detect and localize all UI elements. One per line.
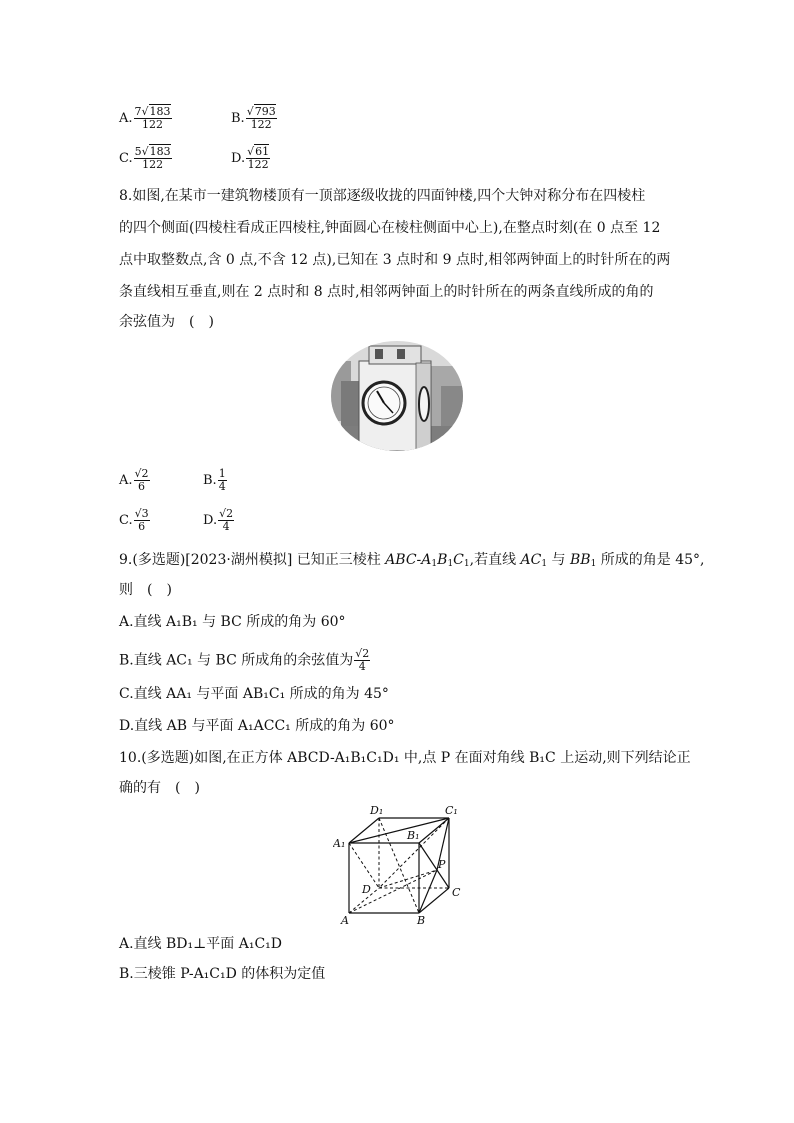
q8-option-d[interactable] <box>203 508 234 533</box>
q7-option-b[interactable] <box>231 106 277 131</box>
q7-option-a[interactable] <box>119 106 172 131</box>
edge-c-b <box>419 888 449 913</box>
q9-option-a[interactable]: A.直线 A₁B₁ 与 BC 所成的角为 60° <box>119 614 346 630</box>
q8-line-5: 余弦值为 ( ) <box>119 314 214 330</box>
text: 所成的角是 45°, <box>596 552 705 568</box>
subscript: 1 <box>447 559 454 569</box>
radicand: 183 <box>149 105 171 118</box>
q9-line-2: 则 ( ) <box>119 582 172 598</box>
diag-a1-d <box>349 843 379 888</box>
text: BB <box>570 552 591 568</box>
option-letter: C. <box>119 151 133 166</box>
text: AC <box>520 552 542 568</box>
denominator: 122 <box>142 158 164 171</box>
clock-tower-photo <box>331 341 463 451</box>
fraction <box>134 508 150 533</box>
text: B.直线 AC₁ 与 BC 所成角的余弦值为 <box>119 652 354 669</box>
q8-line-3: 点中取整数点,含 0 点,不含 12 点),已知在 3 点时和 9 点时,相邻两钟面上的时针所在的两 <box>119 252 671 268</box>
denominator: 122 <box>142 118 164 131</box>
fraction <box>354 648 370 673</box>
numerator: √2 <box>355 647 370 660</box>
radicand: 793 <box>254 105 276 118</box>
q9-option-b[interactable] <box>119 648 370 673</box>
option-letter: D. <box>231 151 246 166</box>
q10-option-b[interactable]: B.三棱锥 P-A₁C₁D 的体积为定值 <box>119 966 326 982</box>
option-letter: D. <box>203 513 218 528</box>
label-b: B <box>417 914 426 927</box>
fraction <box>246 106 277 131</box>
q10-line-1: 10.(多选题)如图,在正方体 ABCD-A₁B₁C₁D₁ 中,点 P 在面对角线 B₁C 上运动,则下列结论正 <box>119 750 691 766</box>
sqrt-sign: √183 <box>141 105 171 118</box>
q7-option-d[interactable] <box>231 146 270 171</box>
numerator: 1 <box>218 467 226 480</box>
sqrt-sign: √183 <box>141 145 171 158</box>
denominator: 6 <box>138 520 146 533</box>
q8-option-b[interactable] <box>203 468 227 493</box>
q9-line-1 <box>119 550 704 574</box>
subscript: 1 <box>590 559 597 569</box>
denominator: 6 <box>138 480 146 493</box>
numerator: √2 <box>219 507 234 520</box>
label-c: C <box>452 886 461 899</box>
q8-line-1: 8.如图,在某市一建筑物楼顶有一顶部逐级收拢的四面钟楼,四个大钟对称分布在四棱柱 <box>119 188 646 204</box>
label-a: A <box>341 914 349 927</box>
fraction <box>218 468 227 493</box>
option-letter: A. <box>119 111 133 126</box>
label-d1: D₁ <box>370 804 384 817</box>
q9-option-c[interactable]: C.直线 AA₁ 与平面 AB₁C₁ 所成的角为 45° <box>119 686 389 702</box>
radicand: 61 <box>255 145 270 158</box>
coef: 5 <box>134 145 142 158</box>
q8-line-2: 的四个侧面(四棱柱看成正四棱柱,钟面圆心在棱柱侧面中心上),在整点时刻(在 0 点至 12 <box>119 220 661 236</box>
option-letter: B. <box>231 111 245 126</box>
numerator: √3 <box>134 507 149 520</box>
sqrt-sign: √61 <box>247 145 270 158</box>
denominator: 122 <box>250 118 272 131</box>
q7-option-c[interactable] <box>119 146 172 171</box>
sqrt-sign: √793 <box>246 105 276 118</box>
subscript: 1 <box>431 559 438 569</box>
fraction <box>134 106 172 131</box>
q8-option-c[interactable] <box>119 508 150 533</box>
text: 与 <box>547 552 570 568</box>
q9-option-d[interactable]: D.直线 AB 与平面 A₁ACC₁ 所成的角为 60° <box>119 718 395 734</box>
fraction <box>218 508 234 533</box>
q8-option-a[interactable] <box>119 468 150 493</box>
text: ,若直线 <box>469 552 521 568</box>
label-b1: B₁ <box>407 829 420 842</box>
fraction <box>134 468 150 493</box>
option-letter: C. <box>119 513 133 528</box>
denominator: 122 <box>247 158 269 171</box>
option-letter: A. <box>119 473 133 488</box>
seg-p-b <box>419 870 437 913</box>
text: ABC-A <box>385 552 432 568</box>
label-d: D <box>362 883 371 896</box>
text: B <box>437 552 448 568</box>
fraction <box>134 146 172 171</box>
denominator: 4 <box>222 520 230 533</box>
numerator: √2 <box>134 467 149 480</box>
q8-line-4: 条直线相互垂直,则在 2 点时和 8 点时,相邻两钟面上的时针所在的两条直线所成的角的 <box>119 284 654 300</box>
label-c1: C₁ <box>445 804 458 817</box>
q10-option-a[interactable]: A.直线 BD₁⊥平面 A₁C₁D <box>119 936 283 952</box>
label-p: P <box>438 858 446 871</box>
seg-d-p <box>379 870 437 888</box>
q10-line-2: 确的有 ( ) <box>119 780 200 796</box>
denominator: 4 <box>358 660 366 673</box>
text: C <box>453 552 464 568</box>
radicand: 183 <box>149 145 171 158</box>
subscript: 1 <box>541 559 548 569</box>
coef: 7 <box>134 105 142 118</box>
fraction <box>246 146 270 171</box>
cube-diagram <box>333 802 463 928</box>
subscript: 1 <box>463 559 470 569</box>
label-a1: A₁ <box>333 837 346 850</box>
text: 9.(多选题)[2023·湖州模拟] 已知正三棱柱 <box>119 552 386 568</box>
denominator: 4 <box>218 480 226 493</box>
option-letter: B. <box>203 473 217 488</box>
